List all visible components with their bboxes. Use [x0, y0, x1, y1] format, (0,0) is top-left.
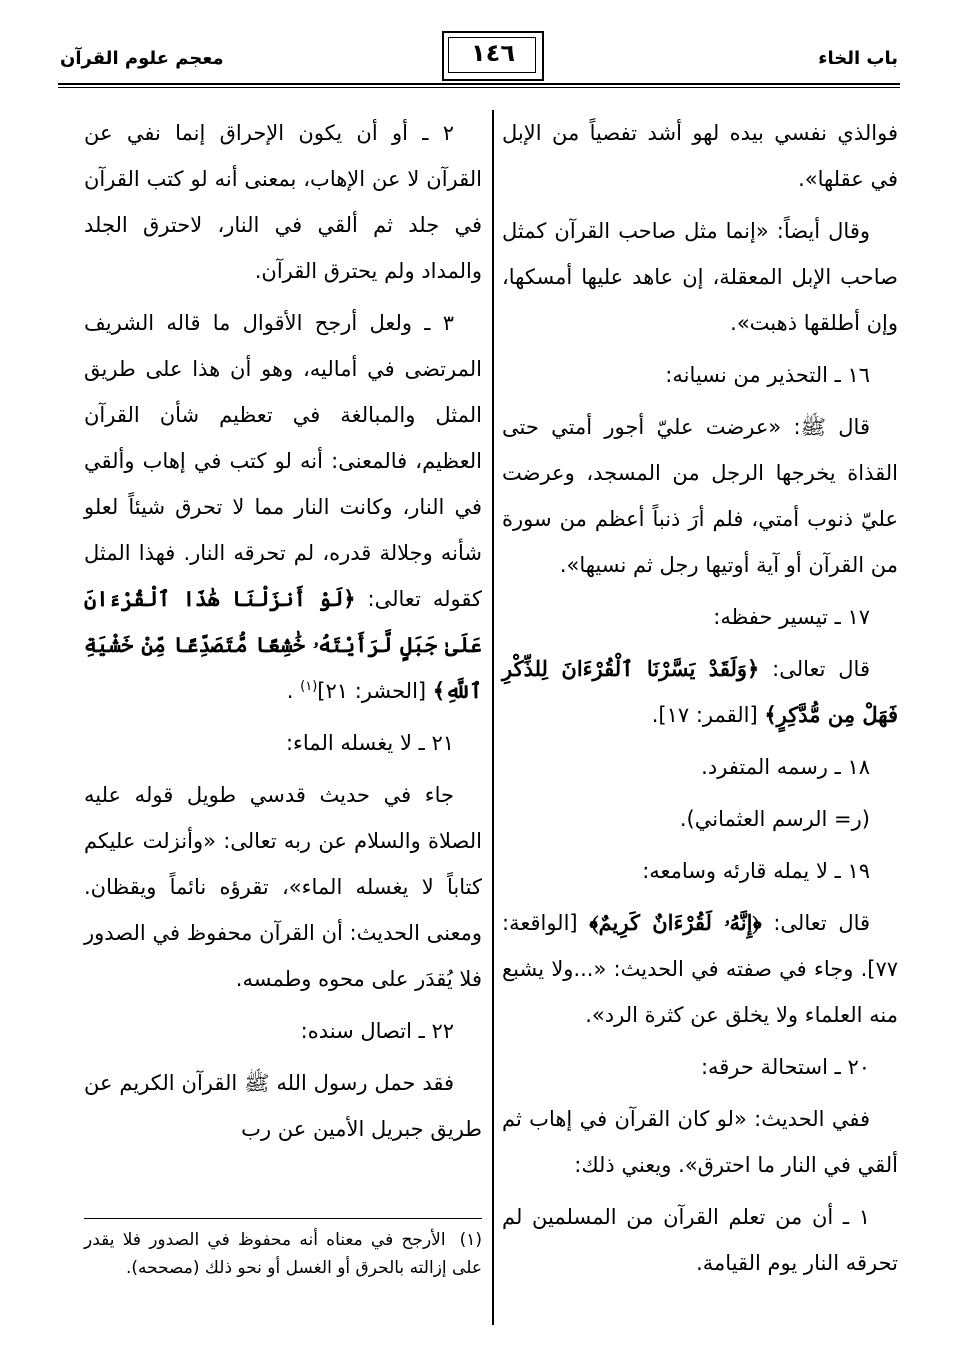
section-heading: [84, 1008, 482, 1054]
paragraph: [502, 404, 898, 588]
paragraph: [502, 900, 898, 1038]
chapter-title: باب الخاء: [818, 48, 898, 69]
paragraph-text: فوالذي نفسي بيده لهو أشد تفصياً من الإبل في عقلها».: [502, 121, 898, 191]
paragraph: [502, 646, 898, 738]
paragraph: [84, 772, 482, 1002]
paragraph: [502, 1194, 898, 1286]
page-number: ١٤٦: [471, 39, 515, 67]
paragraph-text: ففي الحديث: «لو كان القرآن في إهاب ثم ألقي في النار ما احترق». ويعني ذلك:: [502, 1107, 898, 1177]
header-rule-thin: [58, 87, 900, 88]
paragraph-text: وقال أيضاً: «إنما مثل صاحب القرآن كمثل صاحب الإبل المعقلة، إن عاهد عليها أمسكها، وإن أطلقها ذهبت».: [502, 219, 898, 335]
quran-verse: ﴿لَوْ أَنزَلْنَا هَٰذَا ٱلْقُرْءَانَ عَلَىٰ جَبَلٍ لَّرَأَيْتَهُۥ خَٰشِعًا مُّتَصَدِّعًا مِّنْ خَشْيَةِ ٱللَّهِ﴾: [84, 586, 482, 703]
section-heading: [502, 744, 898, 790]
paragraph: [502, 110, 898, 202]
page-number-frame: [442, 31, 544, 81]
verse-citation: [الواقعة: ٧٧]. وجاء في صفته في الحديث: «...ولا يشبع منه العلماء ولا يخلق عن كثرة الرد».: [502, 911, 898, 1027]
paragraph: [502, 796, 898, 842]
section-heading: [502, 1044, 898, 1090]
paragraph: [502, 1096, 898, 1188]
paragraph-text: ٣ ـ ولعل أرجح الأقوال ما قاله الشريف المرتضى في أماليه، وهو أن هذا على طريق المثل والمبالغة في تعظيم شأن القرآن العظيم، فالمعنى: أنه لو كتب في إهاب وألقي في النار، وكانت النار مما لا تحرق شيئاً لعلو شأنه وجلالة قدره، لم تحرقه النار. فهذا المثل كقوله تعالى:: [84, 311, 482, 611]
footnote-rule: [84, 1218, 482, 1219]
section-heading: [502, 594, 898, 640]
paragraph-text: جاء في حديث قدسي طويل قوله عليه الصلاة والسلام عن ربه تعالى: «وأنزلت عليكم كتاباً لا يغسله الماء»، تقرؤه نائماً ويقظان. ومعنى الحديث: أن القرآن محفوظ في الصدور فلا يُقدَر على محوه وطمسه.: [84, 783, 482, 991]
paragraph: [84, 300, 482, 714]
paragraph: [84, 110, 482, 294]
column-divider: [492, 110, 494, 1325]
paragraph-text: فقد حمل رسول الله ﷺ القرآن الكريم عن طريق جبريل الأمين عن رب: [84, 1071, 482, 1141]
paragraph-text: ١٨ ـ رسمه المتفرد.: [701, 755, 870, 779]
section-heading: [84, 720, 482, 766]
paragraph-text: ١٦ ـ التحذير من نسيانه:: [665, 363, 870, 387]
paragraph-text: ٢٢ ـ اتصال سنده:: [300, 1019, 454, 1043]
paragraph-text: قال ﷺ: «عرضت عليّ أجور أمتي حتى القذاة يخرجها الرجل من المسجد، وعرضت عليّ ذنوب أمتي، فلم أرَ ذنباً أعظم من سورة من القرآن أو آية أوتيها رجل ثم نسيها».: [502, 415, 898, 577]
left-column: [84, 110, 482, 1158]
footnote: [84, 1226, 482, 1282]
section-heading: [502, 352, 898, 398]
book-title: معجم علوم القرآن: [60, 48, 224, 69]
verse-citation: [القمر: ١٧].: [651, 703, 765, 727]
paragraph-text: ٢١ ـ لا يغسله الماء:: [285, 731, 454, 755]
paragraph-text: ٢ ـ أو أن يكون الإحراق إنما نفي عن القرآن لا عن الإهاب، بمعنى أنه لو كتب القرآن في جلد ثم ألقي في النار، لاحترق الجلد والمداد ولم يحترق القرآن.: [84, 121, 482, 283]
verse-citation: [الحشر: ٢١]: [317, 679, 433, 703]
paragraph-text: .: [286, 679, 301, 703]
paragraph-text: ١٧ ـ تيسير حفظه:: [713, 605, 870, 629]
footnote-text: الأرجح في معناه أنه محفوظ في الصدور فلا يقدر على إزالته بالحرق أو الغسل أو نحو ذلك (مصححه).: [84, 1230, 482, 1278]
header-rule: [58, 83, 900, 85]
footnote-marker: (١): [300, 679, 318, 694]
quran-verse: ﴿وَلَقَدْ يَسَّرْنَا ٱلْقُرْءَانَ لِلذِّكْرِ فَهَلْ مِن مُّدَّكِرٍ﴾: [502, 656, 898, 727]
right-column: [502, 110, 898, 1292]
paragraph: [502, 208, 898, 346]
paragraph-text: ١٩ ـ لا يمله قارئه وسامعه:: [642, 859, 870, 883]
paragraph-text: قال تعالى:: [759, 657, 870, 681]
section-heading: [502, 848, 898, 894]
paragraph-text: قال تعالى:: [761, 911, 871, 935]
paragraph-text: ١ ـ أن من تعلم القرآن من المسلمين لم تحرقه النار يوم القيامة.: [502, 1205, 898, 1275]
paragraph-text: (ر= الرسم العثماني).: [679, 807, 870, 831]
paragraph: [84, 1060, 482, 1152]
footnote-number: (١): [459, 1230, 482, 1250]
paragraph-text: ٢٠ ـ استحالة حرقه:: [700, 1055, 870, 1079]
quran-verse: ﴿إِنَّهُۥ لَقُرْءَانٌ كَرِيمٌ﴾: [589, 910, 762, 935]
